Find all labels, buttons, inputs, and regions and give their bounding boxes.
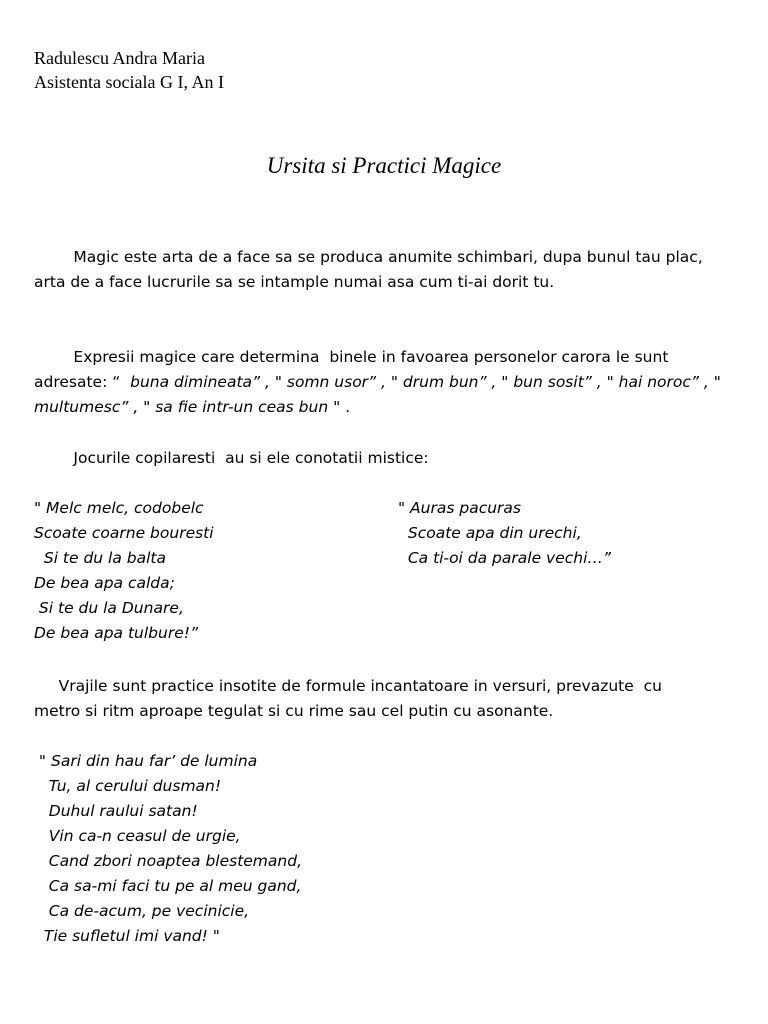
course-info: Asistenta sociala G I, An I <box>34 72 224 92</box>
poem-verse: Si te du la Dunare, <box>34 599 184 617</box>
paragraph-magic-expressions <box>34 345 734 420</box>
poem-verse: Scoate apa din urechi, <box>398 524 582 542</box>
paragraph-line: arta de a face lucrurile sa se intample numai asa cum ti-ai dorit tu. <box>34 273 555 291</box>
italic-expressions: buna dimineata” , " somn usor” , " drum bun” , " bun sosit” , " hai noroc” , " <box>125 373 721 391</box>
poem-melc <box>34 496 374 646</box>
poem-verse: Ca ti-oi da parale vechi…” <box>398 549 611 567</box>
poem-verse: Duhul raului satan! <box>34 802 198 820</box>
poem-verse: Scoate coarne bouresti <box>34 524 214 542</box>
paragraph-spells-intro <box>34 674 734 724</box>
paragraph-line: Vrajile sunt practice insotite de formule incantatoare in versuri, prevazute cu <box>34 677 662 695</box>
poem-verse: Vin ca-n ceasul de urgie, <box>34 827 241 845</box>
poem-incantation <box>34 749 734 949</box>
poem-verse: Cand zbori noaptea blestemand, <box>34 852 302 870</box>
paragraph-line: metro si ritm aproape tegulat si cu rime sau cel putin cu asonante. <box>34 702 554 720</box>
poem-verse: " Melc melc, codobelc <box>34 499 204 517</box>
poem-verse: De bea apa tulbure!” <box>34 624 198 642</box>
paragraph-magic-definition <box>34 245 734 295</box>
text-segment: adresate: “ <box>34 373 126 391</box>
paragraph-line: Expresii magice care determina binele in favoarea personelor carora le sunt <box>34 348 669 366</box>
poem-verse: Si te du la balta <box>34 549 167 567</box>
poem-verse: " Sari din hau far’ de lumina <box>34 752 258 770</box>
poem-verse: Tu, al cerului dusman! <box>34 777 222 795</box>
paragraph-line: Jocurile copilaresti au si ele conotatii mistice: <box>34 449 429 467</box>
italic-expressions: multumesc” , " sa fie intr-un ceas bun <box>34 398 334 416</box>
poem-auras <box>398 496 738 571</box>
poem-verse: Ca sa-mi faci tu pe al meu gand, <box>34 877 302 895</box>
poem-verse: " Auras pacuras <box>398 499 521 517</box>
poem-verse: Ca de-acum, pe vecinicie, <box>34 902 250 920</box>
paragraph-line: Magic este arta de a face sa se produca anumite schimbari, dupa bunul tau plac, <box>34 248 703 266</box>
paragraph-line <box>34 395 734 420</box>
document-title: Ursita si Practici Magice <box>266 153 502 178</box>
author-name: Radulescu Andra Maria <box>34 48 205 68</box>
paragraph-games-intro <box>34 446 734 471</box>
poem-verse: De bea apa calda; <box>34 574 175 592</box>
poem-verse: Tie sufletul imi vand! " <box>34 927 220 945</box>
text-segment: " . <box>333 398 351 416</box>
paragraph-line <box>34 370 734 395</box>
